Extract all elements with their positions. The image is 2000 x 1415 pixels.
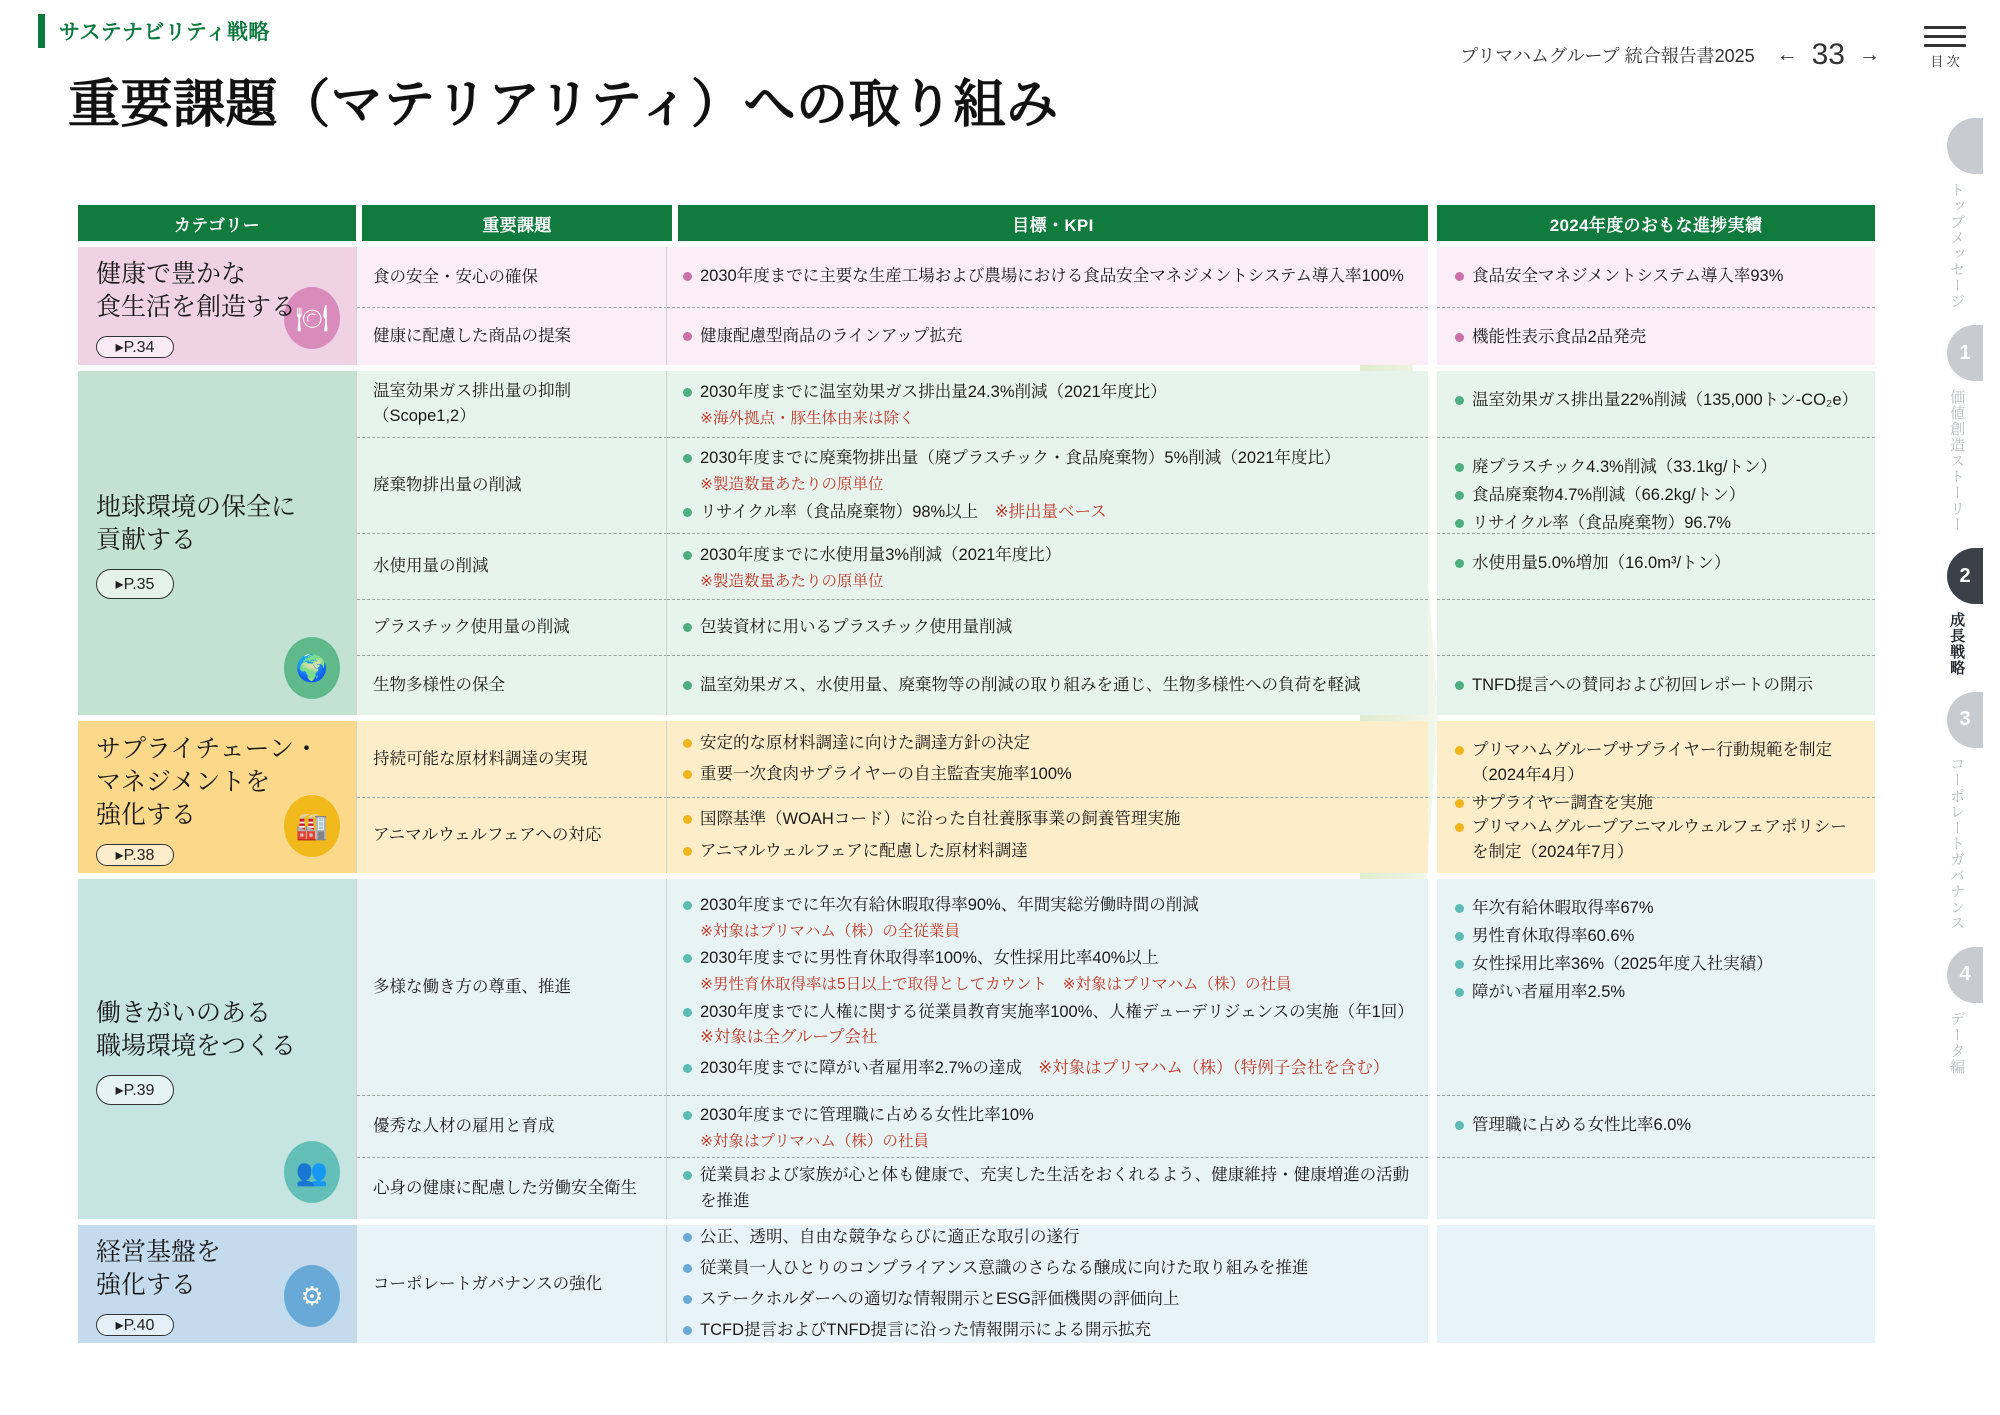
issue-column xyxy=(356,1225,666,1343)
materiality-section-work xyxy=(78,879,1428,1219)
kpi-cell xyxy=(667,1157,1428,1219)
progress-section-env xyxy=(1437,371,1875,715)
health-meal-icon: 🍽 xyxy=(284,287,340,349)
kpi-column xyxy=(666,247,1428,365)
rail-tab-number: 2 xyxy=(1947,548,1983,604)
progress-column xyxy=(1437,205,1875,1343)
rail-tab-number: 3 xyxy=(1947,692,1983,748)
bullet-item xyxy=(1455,264,1857,289)
issue-label: 健康に配慮した商品の提案 xyxy=(373,327,571,346)
bullet-text: 2030年度までに障がい者雇用率2.7%の達成 ※対象はプリマハム（株）（特例子会社を含む） xyxy=(700,1059,1390,1078)
kpi-cell xyxy=(667,533,1428,599)
bullet-group xyxy=(683,1100,1412,1154)
bullet-note: ※対象はプリマハム（株）の社員 xyxy=(700,1132,929,1150)
materiality-table xyxy=(78,205,1428,1343)
bullet-text: 2030年度までに年次有給休暇取得率90%、年間実総労働時間の削減 xyxy=(700,895,1199,914)
bullet-dot-icon xyxy=(1455,904,1464,913)
kpi-cell xyxy=(667,721,1428,797)
issue-column xyxy=(356,247,666,365)
chapter-rail xyxy=(1912,118,2000,1090)
bullet-text: 2030年度までに廃棄物排出量（廃プラスチック・食品廃棄物）5%削減（2021年度比） xyxy=(700,449,1341,468)
bullet-item xyxy=(683,807,1412,832)
bullet-item xyxy=(683,1056,1412,1081)
category-cell xyxy=(78,371,356,715)
bullet-item xyxy=(683,380,1412,405)
rail-tab-number: 1 xyxy=(1947,325,1983,381)
bullet-item xyxy=(683,1000,1423,1050)
bullet-dot-icon xyxy=(683,815,692,824)
progress-cell xyxy=(1437,437,1875,533)
kpi-cell xyxy=(667,797,1428,873)
bullet-item xyxy=(683,731,1412,756)
bullet-text: サプライヤー調査を実施 xyxy=(1472,794,1654,813)
rail-item-4[interactable] xyxy=(1912,692,2000,931)
bullet-item xyxy=(1455,455,1857,480)
bullet-text: 2030年度までに主要な生産工場および農場における食品安全マネジメントシステム導入率100% xyxy=(700,267,1404,286)
progress-section-supply xyxy=(1437,721,1875,873)
rail-item-label: コーポレートガバナンス xyxy=(1948,755,1966,931)
issue-label: 廃棄物排出量の削減 xyxy=(373,476,522,495)
governance-network-icon: ⚙ xyxy=(284,1265,340,1327)
progress-cell xyxy=(1437,247,1875,307)
bullet-dot-icon xyxy=(683,1064,692,1073)
bullet-dot-icon xyxy=(683,681,692,690)
bullet-text: 2030年度までに水使用量3%削減（2021年度比） xyxy=(700,545,1062,564)
rail-tab-number xyxy=(1947,118,1983,174)
bullet-dot-icon xyxy=(1455,960,1464,969)
category-title: 経営基盤を 強化する xyxy=(96,1239,222,1299)
progress-cell xyxy=(1437,655,1875,715)
bullet-dot-icon xyxy=(683,1008,692,1017)
issue-label: プラスチック使用量の削減 xyxy=(373,618,570,637)
bullet-text: 食品安全マネジメントシステム導入率93% xyxy=(1472,267,1784,285)
kicker-accent-bar xyxy=(38,14,45,48)
bullet-dot-icon xyxy=(1455,746,1464,755)
category-title: 働きがいのある 職場環境をつくる xyxy=(96,1000,297,1060)
category-page-link[interactable]: ▸P.35 xyxy=(96,569,174,599)
earth-hands-icon: 🌍 xyxy=(284,637,340,699)
toc-menu-label: 目次 xyxy=(1930,54,1963,69)
kpi-column xyxy=(666,879,1428,1219)
bullet-dot-icon xyxy=(683,1326,692,1335)
bullet-dot-icon xyxy=(1455,519,1464,528)
issue-label: 持続可能な原材料調達の実現 xyxy=(373,749,588,768)
bullet-note: ※男性育休取得率は5日以上で取得としてカウント ※対象はプリマハム（株）の社員 xyxy=(700,976,1292,994)
bullet-item xyxy=(683,673,1412,698)
bullet-item xyxy=(1455,551,1857,576)
issue-label: 優秀な人材の雇用と育成 xyxy=(373,1117,555,1136)
people-group-icon: 👥 xyxy=(284,1141,340,1203)
kpi-cell xyxy=(667,1095,1428,1157)
category-page-link[interactable]: ▸P.38 xyxy=(96,844,174,866)
page-number: 33 xyxy=(1811,38,1845,71)
bullet-dot-icon xyxy=(1455,272,1464,281)
bullet-item xyxy=(1455,1113,1857,1138)
bullet-note: ※対象はプリマハム（株）の全従業員 xyxy=(700,922,960,940)
rail-item-label: トップメッセージ xyxy=(1948,182,1966,310)
progress-header-row xyxy=(1437,205,1875,241)
header-kpi: 目標・KPI xyxy=(678,205,1428,241)
rail-item-3[interactable] xyxy=(1912,548,2000,676)
rail-tab-number: 4 xyxy=(1947,947,1983,1003)
bullet-dot-icon xyxy=(683,623,692,632)
bullet-item xyxy=(683,543,1412,568)
bullet-item xyxy=(683,839,1412,864)
bullet-group xyxy=(683,890,1412,944)
bullet-dot-icon xyxy=(1455,681,1464,690)
bullet-item xyxy=(1455,325,1857,350)
bullet-text: プリマハムグループサプライヤー行動規範を制定（2024年4月） xyxy=(1472,741,1833,785)
bullet-text: 管理職に占める女性比率6.0% xyxy=(1472,1116,1692,1134)
issue-label: 温室効果ガス排出量の抑制（Scope1,2） xyxy=(373,382,571,425)
bullet-dot-icon xyxy=(683,847,692,856)
bullet-note: ※海外拠点・豚生体由来は除く xyxy=(700,410,915,428)
bullet-item xyxy=(683,1318,1412,1343)
bullet-dot-icon xyxy=(683,954,692,963)
bullet-dot-icon xyxy=(1455,1121,1464,1130)
issue-label: アニマルウェルフェアへの対応 xyxy=(373,826,602,845)
bullet-note-inline: ※対象は全グループ会社 xyxy=(700,1002,1423,1047)
kpi-cell xyxy=(667,599,1428,655)
kpi-column xyxy=(666,721,1428,873)
bullet-text: 2030年度までに管理職に占める女性比率10% xyxy=(700,1105,1034,1124)
bullet-item xyxy=(1455,388,1857,413)
bullet-dot-icon xyxy=(683,272,692,281)
bullet-item xyxy=(1455,896,1857,921)
issue-cell xyxy=(357,1157,667,1219)
section-kicker xyxy=(38,14,270,48)
bullet-item xyxy=(1455,483,1857,508)
bullet-dot-icon xyxy=(683,770,692,779)
issue-label: 水使用量の削減 xyxy=(373,557,489,576)
bullet-dot-icon xyxy=(683,1171,692,1180)
kpi-cell xyxy=(667,879,1428,1095)
bullet-text: リサイクル率（食品廃棄物）98%以上 ※排出量ベース xyxy=(700,502,1107,521)
bullet-text: TCFD提言およびTNFD提言に沿った情報開示による開示拡充 xyxy=(700,1321,1151,1340)
kpi-cell xyxy=(667,437,1428,533)
bullet-item xyxy=(1455,815,1857,865)
bullet-text: 温室効果ガス、水使用量、廃棄物等の削減の取り組みを通じ、生物多様性への負荷を軽減 xyxy=(700,675,1361,694)
category-page-link[interactable]: ▸P.40 xyxy=(96,1314,174,1336)
bullet-dot-icon xyxy=(1455,396,1464,405)
report-name: プリマハムグループ 統合報告書2025 xyxy=(1460,46,1755,66)
progress-section-gov xyxy=(1437,1225,1875,1343)
category-title: 健康で豊かな 食生活を創造する xyxy=(96,261,297,321)
category-title: 地球環境の保全に 貢献する xyxy=(96,494,297,554)
bullet-note: ※製造数量あたりの原単位 xyxy=(700,476,884,494)
bullet-item xyxy=(683,615,1412,640)
bullet-dot-icon xyxy=(683,332,692,341)
bullet-text: 安定的な原材料調達に向けた調達方針の決定 xyxy=(700,733,1030,752)
category-cell xyxy=(78,879,356,1219)
category-page-link[interactable]: ▸P.34 xyxy=(96,336,174,358)
bullet-text: 2030年度までに温室効果ガス排出量24.3%削減（2021年度比） xyxy=(700,383,1167,402)
bullet-text: 女性採用比率36%（2025年度入社実績） xyxy=(1472,955,1773,974)
progress-cell xyxy=(1437,879,1875,1095)
rail-item-label: 成長戦略 xyxy=(1948,612,1966,676)
issue-label: 多様な働き方の尊重、推進 xyxy=(373,977,571,996)
issue-cell xyxy=(357,437,667,533)
header-progress: 2024年度のおもな進捗実績 xyxy=(1437,205,1875,241)
bullet-text: 年次有給休暇取得率67% xyxy=(1472,899,1654,917)
bullet-item xyxy=(683,1256,1412,1281)
kicker-label: サステナビリティ戦略 xyxy=(59,21,270,44)
kpi-cell xyxy=(667,247,1428,307)
category-cell xyxy=(78,247,356,365)
rail-item-5[interactable] xyxy=(1912,947,2000,1075)
hamburger-icon xyxy=(1924,26,1966,47)
progress-cell xyxy=(1437,371,1875,437)
bullet-text: 包装資材に用いるプラスチック使用量削減 xyxy=(700,617,1013,636)
bullet-note-inline: ※排出量ベース xyxy=(978,502,1107,521)
bullet-item xyxy=(683,1225,1412,1250)
category-title: サプライチェーン・ マネジメントを 強化する xyxy=(96,735,320,829)
materiality-section-health xyxy=(78,247,1428,365)
issue-label: 生物多様性の保全 xyxy=(373,676,505,695)
issue-cell xyxy=(357,599,667,655)
prev-page-icon[interactable]: ← xyxy=(1776,43,1798,66)
progress-cell xyxy=(1437,721,1875,813)
bullet-dot-icon xyxy=(683,454,692,463)
bullet-note: ※製造数量あたりの原単位 xyxy=(700,572,884,590)
bullet-text: 廃プラスチック4.3%削減（33.1kg/トン） xyxy=(1472,458,1777,476)
bullet-dot-icon xyxy=(1455,988,1464,997)
bullet-item xyxy=(1455,924,1857,949)
kpi-column xyxy=(666,1225,1428,1343)
bullet-item xyxy=(1455,980,1857,1005)
kpi-cell xyxy=(667,1225,1428,1343)
bullet-text: 公正、透明、自由な競争ならびに適正な取引の遂行 xyxy=(700,1227,1080,1246)
bullet-text: 機能性表示食品2品発売 xyxy=(1472,328,1647,346)
bullet-text: 2030年度までに男性育休取得率100%、女性採用比率40%以上 xyxy=(700,949,1159,968)
materiality-section-gov xyxy=(78,1225,1428,1343)
category-page-link[interactable]: ▸P.39 xyxy=(96,1075,174,1105)
bullet-item xyxy=(683,1103,1412,1128)
rail-item-label: 価値創造ストーリー xyxy=(1948,389,1966,533)
page-title: 重要課題（マテリアリティ）への取り組み xyxy=(68,77,1059,134)
issue-column xyxy=(356,879,666,1219)
bullet-note-inline: ※対象はプリマハム（株）（特例子会社を含む） xyxy=(1021,1059,1390,1078)
bullet-dot-icon xyxy=(683,901,692,910)
bullet-item xyxy=(1455,952,1857,977)
bullet-text: 健康配慮型商品のラインアップ拡充 xyxy=(700,326,963,345)
next-page-icon[interactable]: → xyxy=(1859,43,1880,66)
rail-item-1[interactable] xyxy=(1912,118,2000,309)
progress-cell xyxy=(1437,1157,1875,1219)
issue-cell xyxy=(357,721,667,797)
progress-cell xyxy=(1437,1225,1875,1343)
bullet-text: ステークホルダーへの適切な情報開示とESG評価機関の評価向上 xyxy=(700,1290,1180,1308)
bullet-dot-icon xyxy=(683,1264,692,1273)
bullet-dot-icon xyxy=(1455,559,1464,568)
bullet-item xyxy=(683,1163,1412,1213)
header-category: カテゴリー xyxy=(78,205,356,241)
bullet-text: 従業員および家族が心と体も健康で、充実した生活をおくれるよう、健康維持・健康増進の活動を推進 xyxy=(700,1166,1410,1210)
progress-cell xyxy=(1437,307,1875,365)
issue-label: コーポレートガバナンスの強化 xyxy=(373,1274,603,1293)
bullet-text: 従業員一人ひとりのコンプライアンス意識のさらなる醸成に向けた取り組みを推進 xyxy=(700,1258,1309,1277)
bullet-text: 水使用量5.0%増加（16.0m³/トン） xyxy=(1472,554,1731,572)
bullet-text: 2030年度までに人権に関する従業員教育実施率100%、人権デューデリジェンスの実施（年1回） ※対象は全グループ会社 xyxy=(700,1002,1423,1047)
rail-item-label: データ編 xyxy=(1948,1010,1966,1075)
issue-cell xyxy=(357,655,667,715)
bullet-item xyxy=(1455,738,1857,788)
progress-cell xyxy=(1437,533,1875,599)
bullet-item xyxy=(683,324,1412,349)
table-body xyxy=(78,247,1428,1343)
progress-section-work xyxy=(1437,879,1875,1219)
bullet-item xyxy=(683,264,1412,289)
bullet-group xyxy=(683,377,1412,431)
bullet-dot-icon xyxy=(683,551,692,560)
bullet-dot-icon xyxy=(683,508,692,517)
bullet-text: 男性育休取得率60.6% xyxy=(1472,927,1635,946)
bullet-dot-icon xyxy=(1455,823,1464,832)
progress-body xyxy=(1437,247,1875,1343)
issue-cell xyxy=(357,1095,667,1157)
bullet-group xyxy=(683,443,1412,497)
bullet-dot-icon xyxy=(1455,463,1464,472)
category-cell xyxy=(78,1225,356,1343)
bullet-item xyxy=(683,1287,1412,1312)
bullet-dot-icon xyxy=(683,739,692,748)
kpi-column xyxy=(666,371,1428,715)
bullet-item xyxy=(683,500,1412,525)
progress-cell xyxy=(1437,599,1875,655)
issue-cell xyxy=(357,1225,667,1343)
bullet-text: プリマハムグループアニマルウェルフェアポリシーを制定（2024年7月） xyxy=(1472,818,1847,862)
progress-cell xyxy=(1437,1095,1875,1157)
issue-cell xyxy=(357,371,667,437)
bullet-dot-icon xyxy=(1455,333,1464,342)
bullet-text: TNFD提言への賛同および初回レポートの開示 xyxy=(1472,676,1813,694)
bullet-dot-icon xyxy=(1455,491,1464,500)
issue-column xyxy=(356,721,666,873)
bullet-item xyxy=(683,893,1412,918)
bullet-text: 温室効果ガス排出量22%削減（135,000トン-CO₂e） xyxy=(1472,391,1858,409)
issue-column xyxy=(356,371,666,715)
kpi-cell xyxy=(667,307,1428,365)
bullet-dot-icon xyxy=(683,388,692,397)
bullet-text: 重要一次食肉サプライヤーの自主監査実施率100% xyxy=(700,765,1072,783)
bullet-dot-icon xyxy=(683,1111,692,1120)
bullet-item xyxy=(683,446,1412,471)
issue-label: 心身の健康に配慮した労働安全衛生 xyxy=(373,1179,637,1198)
toc-menu-button[interactable] xyxy=(1914,26,1976,70)
kpi-cell xyxy=(667,371,1428,437)
issue-cell xyxy=(357,307,667,365)
bullet-text: 食品廃棄物4.7%削減（66.2kg/トン） xyxy=(1472,486,1746,505)
bullet-item xyxy=(683,946,1412,971)
bullet-text: アニマルウェルフェアに配慮した原材料調達 xyxy=(700,841,1028,860)
bullet-text: 障がい者雇用率2.5% xyxy=(1472,983,1626,1002)
bullet-item xyxy=(683,762,1412,787)
header-right xyxy=(1460,38,1880,72)
bullet-item xyxy=(1455,673,1857,698)
bullet-dot-icon xyxy=(683,1295,692,1304)
bullet-group xyxy=(683,943,1412,997)
bullet-text: 国際基準（WOAHコード）に沿った自社養豚事業の飼養管理実施 xyxy=(700,810,1181,829)
issue-cell xyxy=(357,879,667,1095)
issue-cell xyxy=(357,797,667,873)
page-nav xyxy=(1777,38,1880,72)
kpi-cell xyxy=(667,655,1428,715)
header-issue: 重要課題 xyxy=(362,205,672,241)
bullet-dot-icon xyxy=(1455,932,1464,941)
materiality-section-env xyxy=(78,371,1428,715)
bullet-dot-icon xyxy=(683,1233,692,1242)
rail-item-2[interactable] xyxy=(1912,325,2000,532)
bullet-text: リサイクル率（食品廃棄物）96.7% xyxy=(1472,514,1731,533)
bullet-group xyxy=(683,540,1412,594)
issue-label: 食の安全・安心の確保 xyxy=(373,267,538,286)
materiality-section-supply xyxy=(78,721,1428,873)
table-header-row xyxy=(78,205,1428,241)
progress-section-health xyxy=(1437,247,1875,365)
supply-chain-icon: 🏭 xyxy=(284,795,340,857)
issue-cell xyxy=(357,533,667,599)
category-cell xyxy=(78,721,356,873)
issue-cell xyxy=(357,247,667,307)
